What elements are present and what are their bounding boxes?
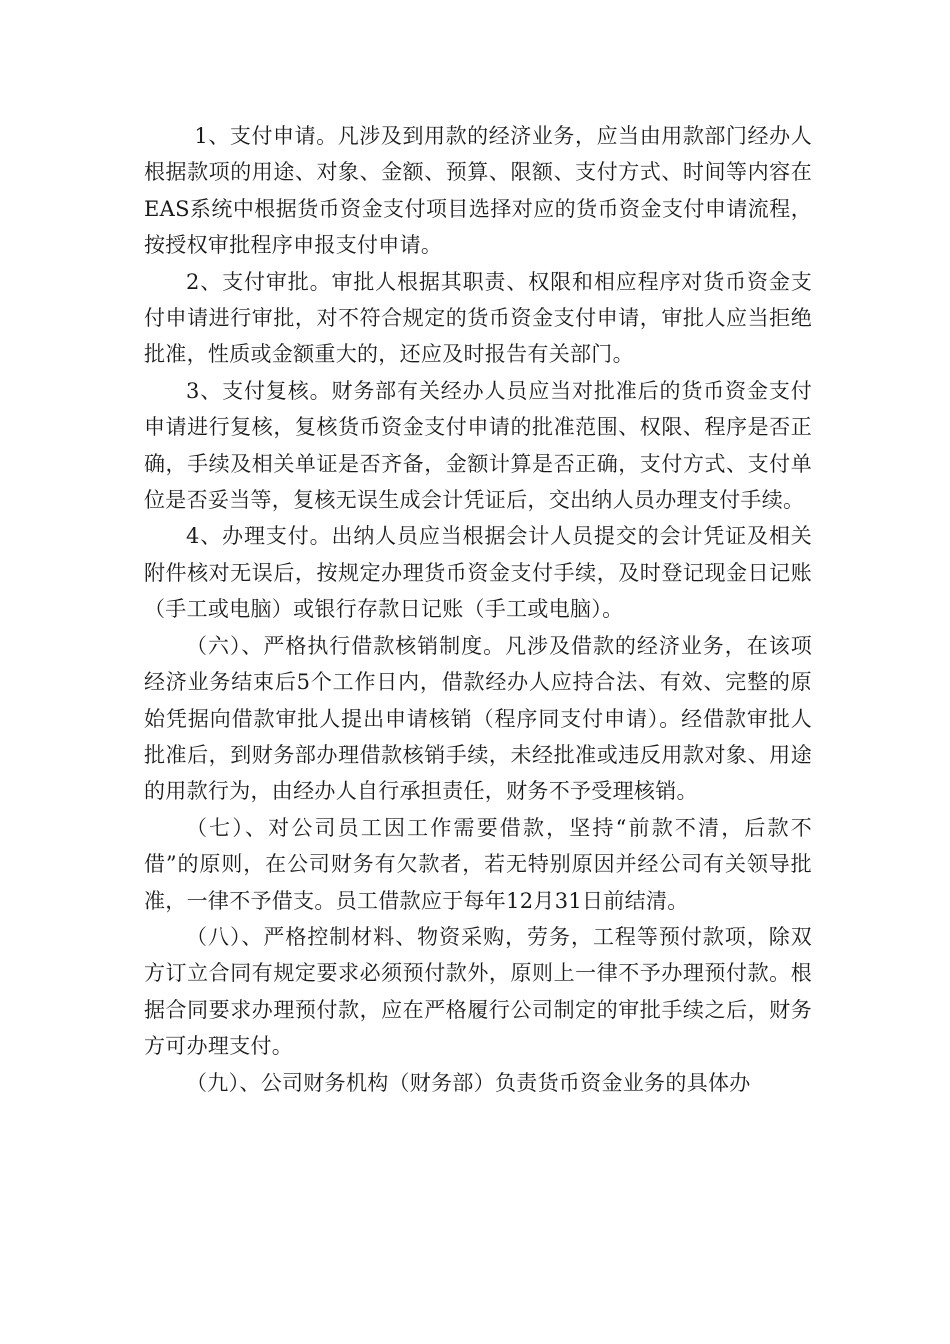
paragraph-payment-approval: 2、支付审批。审批人根据其职责、权限和相应程序对货币资金支付申请进行审批，对不符合规定的货币资金支付申请，审批人应当拒绝批准，性质或金额重大的，还应及时报告有关部门。 [144, 269, 812, 367]
paragraph-section-9-finance-dept: （九）、公司财务机构（财务部）负责货币资金业务的具体办 [186, 1070, 751, 1095]
paragraph-payment-review: 3、支付复核。财务部有关经办人员应当对批准后的货币资金支付申请进行复核，复核货币资金支付申请的批准范围、权限、程序是否正确，手续及相关单证是否齐备，金额计算是否正确，支付方式、支付单位是否妥当等，复核无误生成会计凭证后，交出纳人员办理支付手续。 [144, 378, 812, 513]
document-body [144, 118, 812, 1101]
paragraph-section-6-loan-writeoff: （六）、严格执行借款核销制度。凡涉及借款的经济业务，在该项经济业务结束后5个工作日内，借款经办人应持合法、有效、完整的原始凭据向借款审批人提出申请核销（程序同支付申请）。经借款审批人批准后，到财务部办理借款核销手续，未经批准或违反用款对象、用途的用款行为，由经办人自行承担责任，财务不予受理核销。 [144, 633, 812, 804]
paragraph-payment-application: 1、支付申请。凡涉及到用款的经济业务，应当由用款部门经办人根据款项的用途、对象、金额、预算、限额、支付方式、时间等内容在EAS系统中根据货币资金支付项目选择对应的货币资金支付申请流程，按授权审批程序申报支付申请。 [144, 124, 812, 258]
paragraph-payment-processing: 4、办理支付。出纳人员应当根据会计人员提交的会计凭证及相关附件核对无误后，按规定办理货币资金支付手续，及时登记现金日记账（手工或电脑）或银行存款日记账（手工或电脑）。 [144, 524, 812, 622]
paragraph-section-7-employee-loans: （七）、对公司员工因工作需要借款，坚持“前款不清，后款不借”的原则，在公司财务有欠款者，若无特别原因并经公司有关领导批准，一律不予借支。员工借款应于每年12月31日前结清。 [144, 815, 812, 913]
paragraph-section-8-prepayments: （八）、严格控制材料、物资采购，劳务，工程等预付款项，除双方订立合同有规定要求必须预付款外，原则上一律不予办理预付款。根据合同要求办理预付款，应在严格履行公司制定的审批手续之后，财务方可办理支付。 [144, 924, 812, 1059]
